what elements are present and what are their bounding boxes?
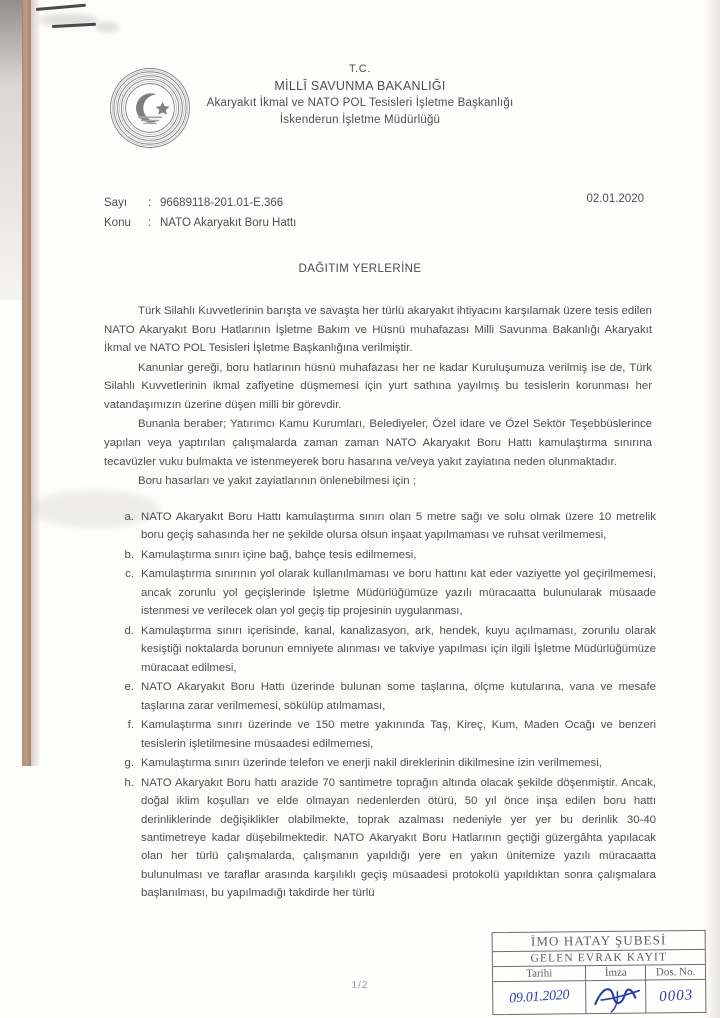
scan-right-fade (704, 0, 720, 1018)
scan-dash-mark (36, 4, 86, 11)
clause-marker: h. (124, 776, 134, 789)
scan-smudge (95, 22, 119, 32)
clause-text: Kamulaştırma sınırı üzerinde ve 150 metre yakınında Taş, Kireç, Kum, Maden Ocağı ve benzeri tesislerin işletilmesine müsaadesi edilmemesi, (141, 719, 656, 750)
reference-row (104, 193, 644, 213)
clause-item (116, 754, 656, 772)
stamp-subtitle: GELEN EVRAK KAYIT (493, 950, 705, 967)
letterhead-ministry: MİLLÎ SAVUNMA BAKANLIĞI (274, 78, 446, 93)
stamp-value-row (493, 980, 705, 1014)
clause-marker: a. (124, 511, 134, 523)
stamp-date-cell (493, 981, 587, 1014)
handwritten-signature-icon (593, 984, 639, 1010)
subject-colon: : (148, 217, 152, 230)
stamp-column-docno: Dos. No. (655, 965, 696, 979)
scan-edge-shadow (0, 0, 23, 300)
body-paragraph: Türk Silahlı Kuvvetlerinin barışta ve savaşta her türlü akaryakıt ihtiyacını karşılamak üzere tesis edilen NATO Akaryakıt Boru Hatlarının İşletme Bakım ve Hüsnü muhafazası Milli Savunma Bakanlığı Akaryakıt İkmal ve NATO POL Tesisleri İşletme Başkanlığına verilmiştir. (104, 305, 652, 355)
clause-marker: g. (124, 757, 134, 770)
clause-item (116, 678, 656, 715)
clause-text: NATO Akaryakıt Boru Hattı üzerinde bulunan some taşlarına, ölçme kutularına, vana ve mesafe taşlarına zarar verilmemesi, sökülüp atılmaması, (141, 681, 656, 712)
page-number: 1/2 (351, 980, 369, 991)
clause-marker: c. (125, 568, 134, 581)
stamp-date-value: 09.01.2020 (509, 987, 570, 1007)
clause-text: NATO Akaryakıt Boru Hattı kamulaştırma sınırı olan 5 metre sağı ve solu olmak üzere 10 metrelik boru geçiş sahasında her ne şekilde olursa olsun inşaat yapılmaması ve ruhsat verilmemesi, (141, 511, 656, 542)
clause-text: NATO Akaryakıt Boru hattı arazide 70 santimetre toprağın altında olacak şekilde döşenmiştir. Ancak, doğal iklim koşulları ve elde olmayan nedenlerden ötürü, 50 yıl önce inşa edilen boru hattı derinliklerinde değişiklikler olabilmekte, toprak azalması nedeniyle yer yer bu derinlik 30-40 santimetreye kadar düşebilmektedir. NATO Akaryakıt Boru Hatlarının geçtiği güzergâhta yapılacak olan her türlü çalışmalarda, çalışmanın yapıldığı yere en yakın ünitemize yazılı müracaatta bulunulması ve taraflar arasında karşılıklı geçiş müsaadesi protokolü yapıldıktan sonra çalışmalara başlanılması, bu yapılmadığı takdirde her türlü (141, 776, 656, 900)
clause-text: Kamulaştırma sınırı içerisinde, kanal, kanalizasyon, ark, hendek, kuyu açılmaması, zorunlu olarak kesiştiği noktalarda borunun emniyete alınması ve takviye yapılması için ilgili İşletme Müdürlüğümüze müracaat edilmesi, (141, 624, 656, 674)
reference-label: Sayı (104, 197, 128, 209)
clause-text: Kamulaştırma sınırı içine bağ, bahçe tesis edilmemesi, (141, 548, 417, 561)
subject-value: NATO Akaryakıt Boru Hattı (160, 217, 297, 230)
stamp-column-date: Tarihi (493, 966, 587, 981)
clause-item (116, 774, 656, 903)
body-paragraph: Kanunlar gereği, boru hatlarının hüsnü muhafazası her ne kadar Kuruluşumuza verilmiş ise de, Türk Silahlı Kuvvetlerinin ikmal zafiyetine düşmemesi için yurt sathına yayılmış bu tesislerin korunması her vatandaşımızın üzerine düşen milli bir görevdir. (104, 361, 652, 411)
clause-list (116, 508, 656, 904)
clause-item (116, 508, 656, 545)
document-date: 02.01.2020 (586, 193, 644, 205)
clause-marker: b. (124, 548, 134, 561)
document-body (104, 302, 652, 492)
body-paragraph: Bunanla beraber; Yatırımcı Kamu Kurumları, Belediyeler, Özel idare ve Özel Sektör Teşebbüslerince yapılan veya yaptırılan çalışmalarda zaman zaman NATO Akaryakıt Boru Hattı kamulaştırma sınırına tecavüzler vuku bulmakta ve istenmeyerek boru hasarına ve/veya yakıt zayiatına neden olunmaktadır. (104, 418, 652, 468)
clause-text: Kamulaştırma sınırının yol olarak kullanılmaması ve boru hattını kat eder vaziyette yol geçirilmemesi, ancak zorunlu yol geçişlerinde İşletme Müdürlüğümüze yazılı müracaatta bulunularak müsaade istenmesi ve verilecek olan yol geçiş tip projesinin uygulanması, (141, 568, 656, 618)
clause-text: Kamulaştırma sınırı üzerinde telefon ve enerji nakil direklerinin dikilmesine izin verilmemesi, (141, 757, 602, 770)
subject-row (104, 213, 644, 233)
clause-marker: e. (124, 681, 134, 694)
salutation: DAĞITIM YERLERİNE (298, 263, 422, 275)
letterhead-office: İskenderun İşletme Müdürlüğü (279, 113, 441, 126)
clause-marker: d. (124, 624, 134, 637)
stamp-signature-cell (586, 981, 646, 1014)
subject-label: Konu (104, 217, 131, 230)
letterhead-tc: T.C. (349, 63, 371, 75)
body-paragraph: Boru hasarları ve yakıt zayiatlarının önlenebilmesi için ; (138, 475, 416, 488)
clause-item (116, 716, 656, 753)
clause-marker: f. (127, 719, 134, 732)
clause-item (116, 565, 656, 620)
reference-colon: : (148, 197, 152, 209)
letterhead (0, 62, 720, 128)
stamp-docno-cell (646, 980, 705, 1013)
letterhead-department: Akaryakıt İkmal ve NATO POL Tesisleri İşletme Başkanlığı (206, 97, 514, 110)
incoming-mail-stamp (492, 930, 707, 1015)
reference-value: 96689118-201.01-E.366 (160, 197, 284, 209)
stamp-title: İMO HATAY ŞUBESİ (493, 931, 705, 952)
document-meta (104, 193, 644, 233)
stamp-docno-value: 0003 (658, 986, 694, 1005)
stamp-column-signature: İmza (586, 966, 646, 981)
clause-item (116, 622, 656, 677)
clause-item (116, 546, 656, 564)
